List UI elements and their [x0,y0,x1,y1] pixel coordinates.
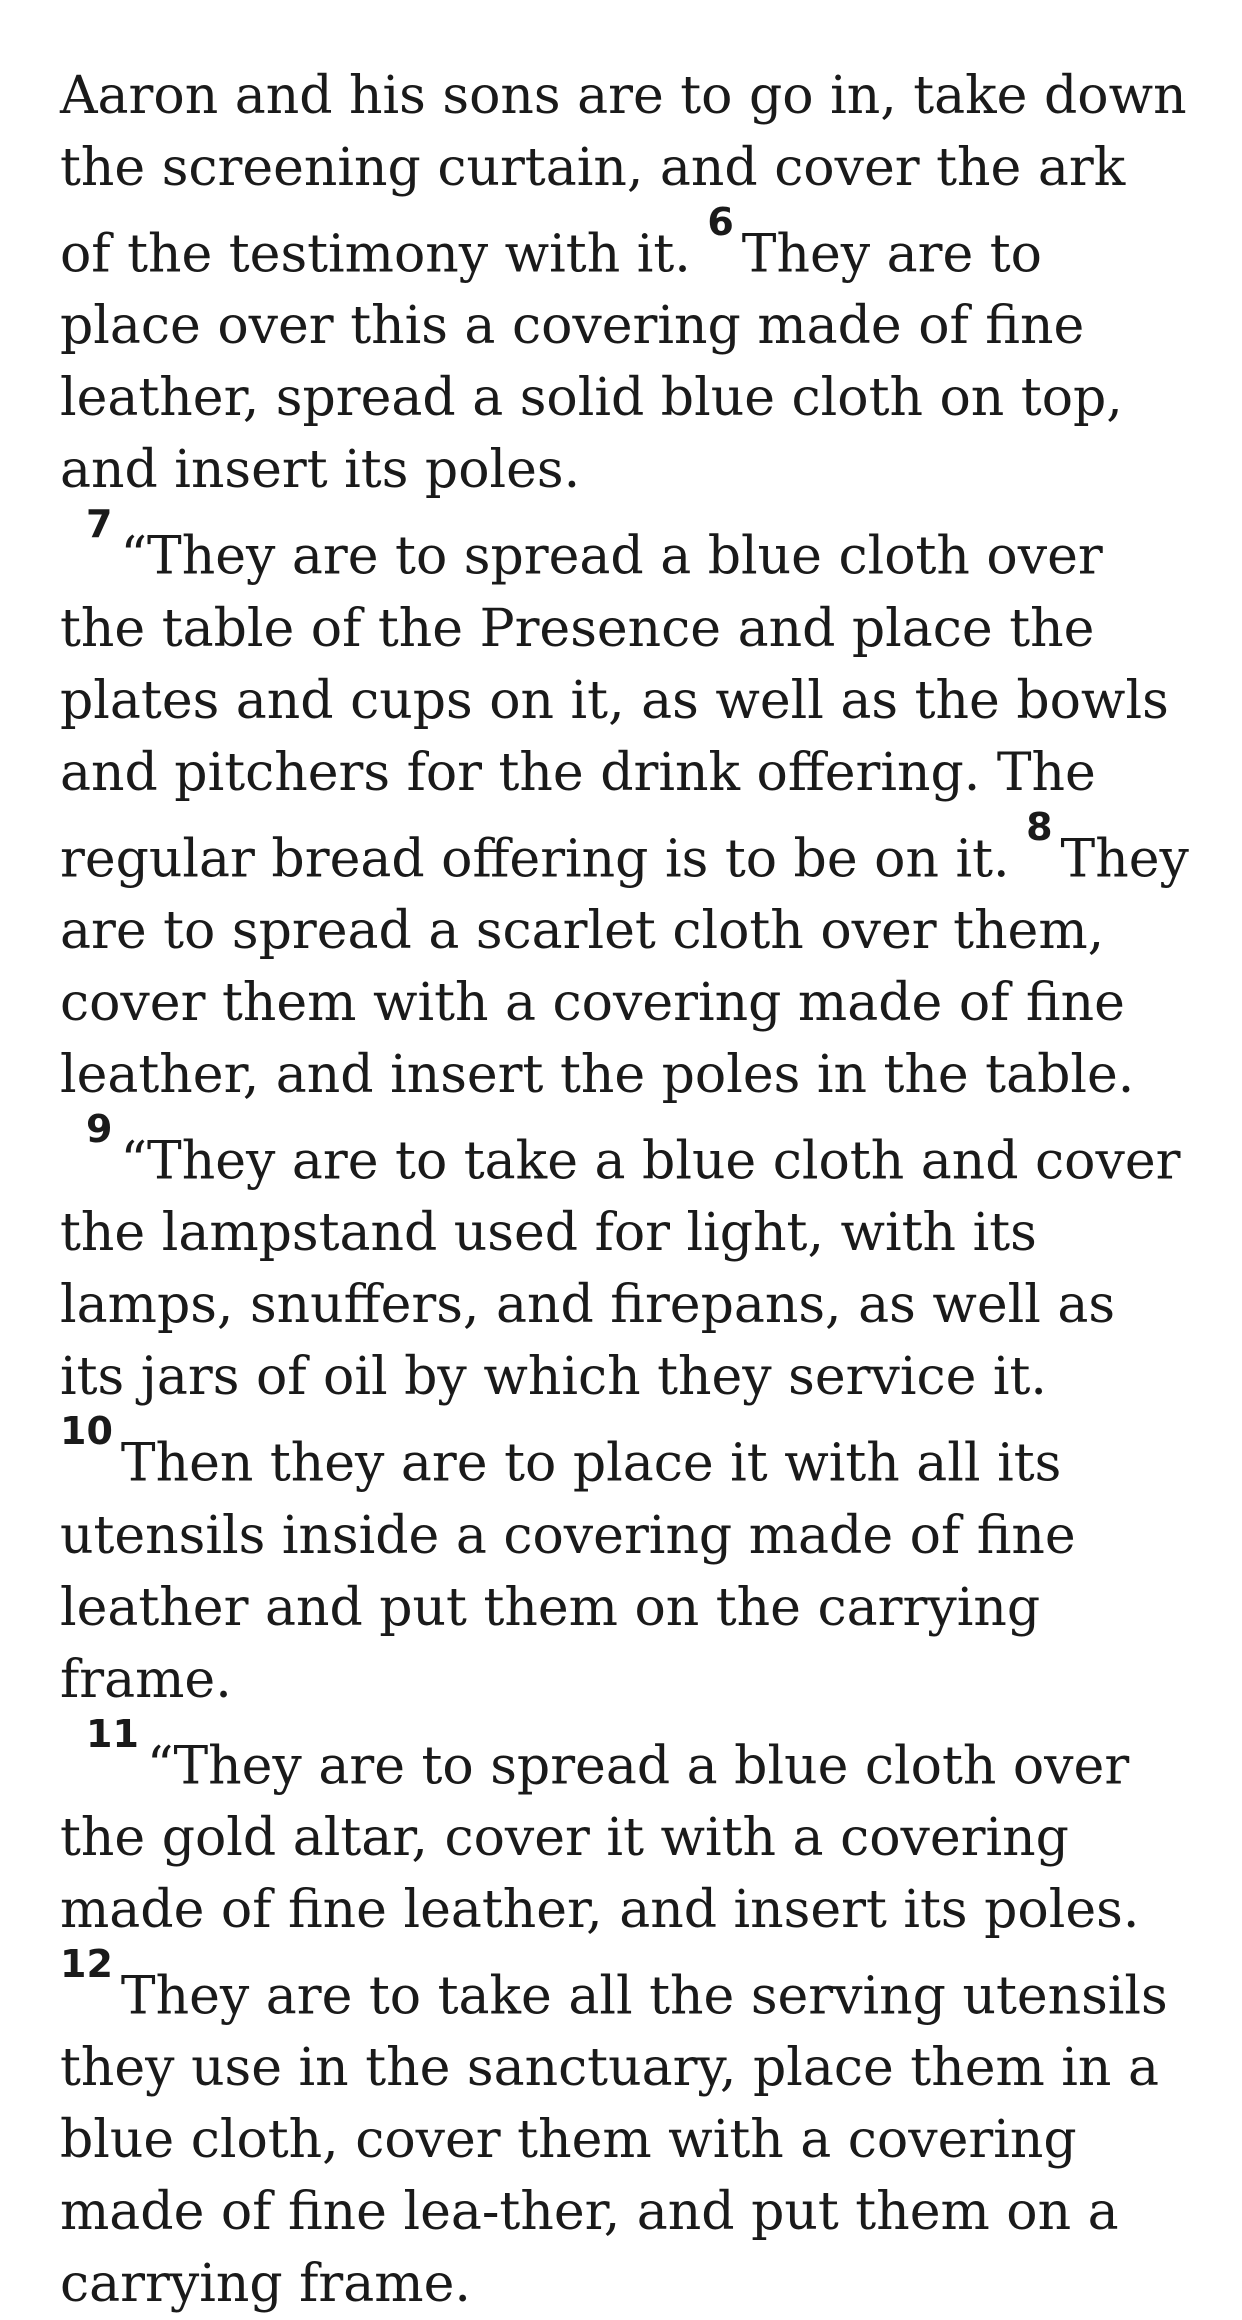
verse-8-text: They are to spread a scarlet cloth over them, cover them with a covering made of fine leather, and insert the poles in the table. [60,828,1189,1105]
reading-pane [60,60,1190,2320]
paragraph-verses-11-12 [60,1711,1190,2320]
verse-number-9[interactable]: 9 [86,1106,113,1151]
paragraph-verses-5-6 [60,60,1190,506]
verse-12-text: They are to take all the serving utensils they use in the sanctuary, place them in a blue cloth, cover them with a covering made of fine lea-ther, and put them on a carrying frame. [60,1966,1168,2315]
verse-number-12[interactable]: 12 [60,1941,113,1986]
verse-number-7[interactable]: 7 [86,502,113,547]
verse-5-text: Aaron and his sons are to go in, take down the screening curtain, and cover the ark of the testimony with it. [60,66,1187,285]
verse-7-text: “They are to spread a blue cloth over the table of the Presence and place the plates and cups on it, as well as the bowls and pitchers for the drink offering. The regular bread offering is to be on it. [60,526,1169,889]
verse-10-text: Then they are to place it with all its utensils inside a covering made of fine leather and put them on the carrying frame. [60,1433,1076,1710]
verse-number-11[interactable]: 11 [86,1711,139,1756]
verse-11-text: “They are to spread a blue cloth over the gold altar, cover it with a covering made of fine leather, and insert its poles. [60,1735,1140,1940]
verse-number-6[interactable]: 6 [707,200,734,244]
verse-6-text: They are to place over this a covering made of fine leather, spread a solid blue cloth on top, and insert its poles. [60,224,1123,501]
paragraph-verses-7-8 [60,502,1190,1111]
paragraph-verses-9-10 [60,1106,1190,1716]
verse-9-text: “They are to take a blue cloth and cover the lampstand used for light, with its lamps, snuffers, and firepans, as well as its jars of oil by which they service it. [60,1131,1181,1408]
verse-number-10[interactable]: 10 [60,1409,113,1454]
verse-number-8[interactable]: 8 [1026,804,1053,849]
